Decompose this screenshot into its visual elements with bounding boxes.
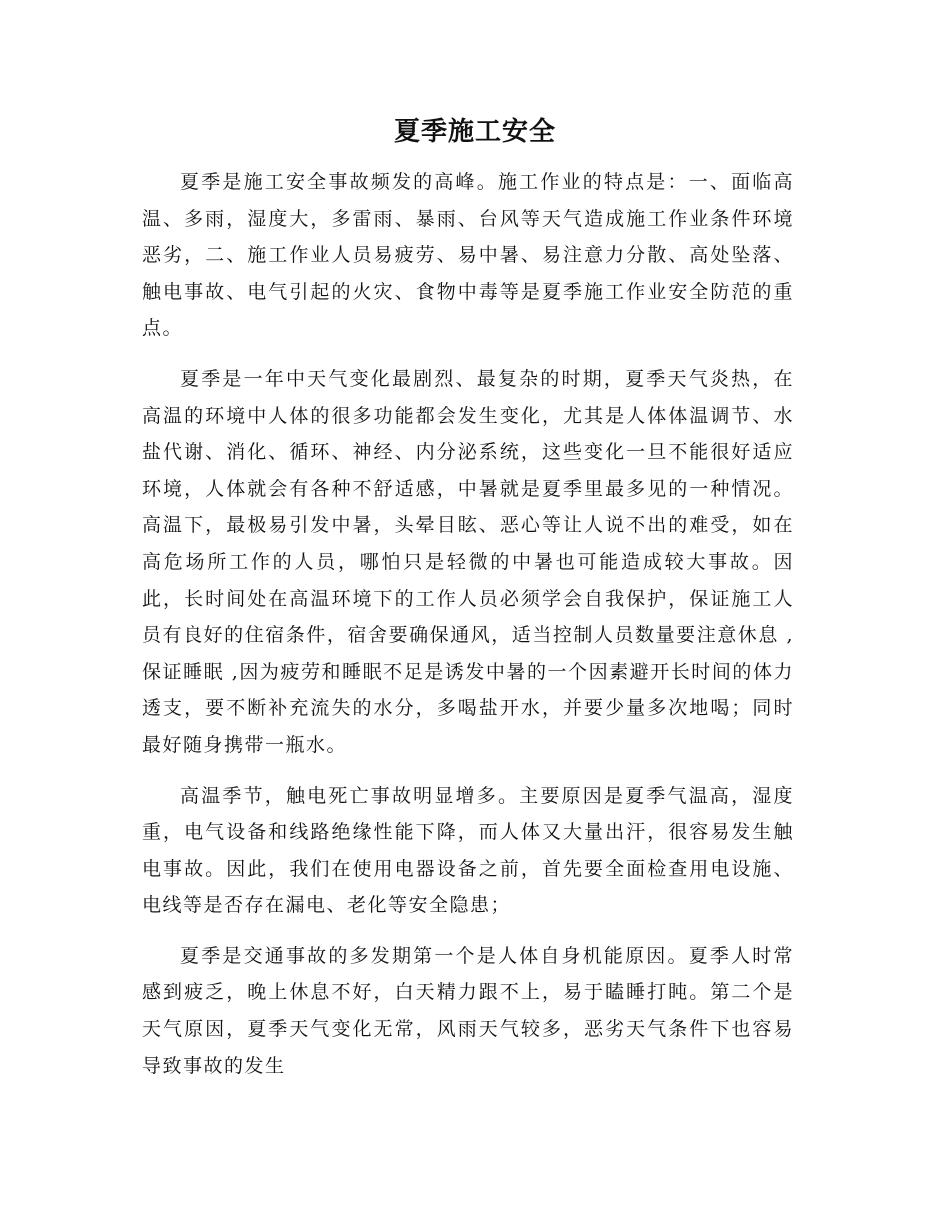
document-body <box>142 164 794 1098</box>
paragraph-4: 夏季是交通事故的多发期第一个是人体自身机能原因。夏季人时常感到疲乏，晚上休息不好，白天精力跟不上，易于瞌睡打盹。第二个是天气原因，夏季天气变化无常，风雨天气较多，恶劣天气条件下也容易导致事故的发生 <box>142 944 794 1077</box>
paragraph-2: 夏季是一年中天气变化最剧烈、最复杂的时期，夏季天气炎热，在高温的环境中人体的很多功能都会发生变化，尤其是人体体温调节、水盐代谢、消化、循环、神经、内分泌系统，这些变化一旦不能很好适应环境，人体就会有各种不舒适感，中暑就是夏季里最多见的一种情况。高温下，最极易引发中暑，头晕目眩、恶心等让人说不出的难受，如在高危场所工作的人员，哪怕只是轻微的中暑也可能造成较大事故。因此，长时间处在高温环境下的工作人员必须学会自我保护，保证施工人员有良好的住宿条件，宿舍要确保通风，适当控制人员数量要注意休息 ,保证睡眠 ,因为疲劳和睡眠不足是诱发中暑的一个因素避开长时间的体力透支，要不断补充流失的水分，多喝盐开水，并要少量多次地喝；同时最好随身携带一瓶水。 <box>142 367 794 756</box>
paragraph-3: 高温季节，触电死亡事故明显增多。主要原因是夏季气温高，湿度重，电气设备和线路绝缘性能下降，而人体又大量出汗，很容易发生触电事故。因此，我们在使用电器设备之前，首先要全面检查用电设施、电线等是否存在漏电、老化等安全隐患； <box>142 784 794 917</box>
paragraph-1: 夏季是施工安全事故频发的高峰。施工作业的特点是：一、面临高温、多雨，湿度大，多雷雨、暴雨、台风等天气造成施工作业条件环境恶劣，二、施工作业人员易疲劳、易中暑、易注意力分散、高处坠落、触电事故、电气引起的火灾、食物中毒等是夏季施工作业安全防范的重点。 <box>142 171 794 340</box>
document-title: 夏季施工安全 <box>393 117 556 147</box>
